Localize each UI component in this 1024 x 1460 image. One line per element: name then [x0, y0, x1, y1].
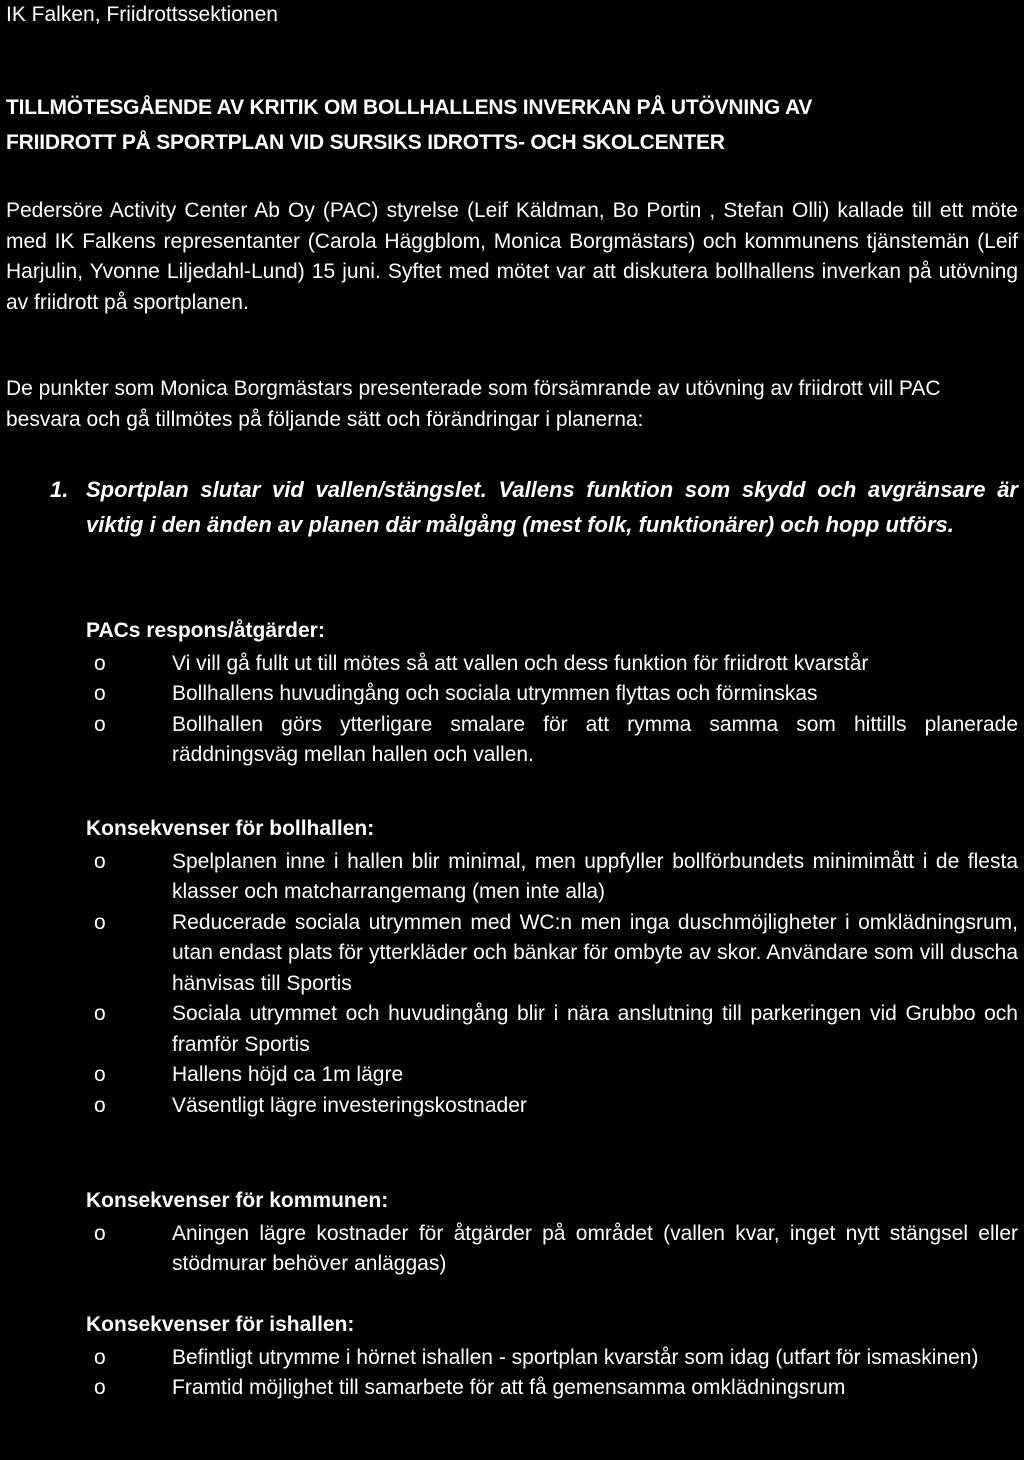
bullet-list [86, 1219, 1018, 1280]
list-item-text: Aningen lägre kostnader för åtgärder på området (vallen kvar, inget nytt stängsel eller stödmurar behöver anläggas) [172, 1221, 1018, 1275]
list-item [86, 649, 1018, 680]
list-item [86, 1091, 1018, 1122]
list-item [86, 999, 1018, 1060]
intro-paragraph-1: Pedersöre Activity Center Ab Oy (PAC) styrelse (Leif Käldman, Bo Portin , Stefan Olli) kallade till ett möte med IK Falkens representanter (Carola Häggblom, Monica Borgmästars) och kommunens tjänstemän (Leif Harjulin, Yvonne Liljedahl-Lund) 15 juni. Syftet med mötet var att diskutera bollhallens inverkan på utövning av friidrott på sportplanen. [6, 199, 1018, 314]
list-item-text: Sociala utrymmet och huvudingång blir i nära anslutning till parkeringen vid Grubbo och framför Sportis [172, 1002, 1018, 1056]
intro-paragraph-2: De punkter som Monica Borgmästars presenterade som försämrande av utövning av friidrott vill PAC besvara och gå tillmötes på följande sätt och förändringar i planerna: [6, 377, 941, 431]
bullet-marker: o [94, 651, 106, 675]
section-consequences-ballhall [86, 814, 1018, 1121]
bullet-list [86, 847, 1018, 1122]
bullet-marker: o [94, 910, 106, 934]
list-item-text: Väsentligt lägre investeringskostnader [172, 1093, 527, 1117]
bullet-marker: o [94, 1345, 106, 1369]
bullet-list [86, 649, 1018, 771]
list-item [86, 1060, 1018, 1091]
list-item [86, 1343, 1018, 1374]
section-heading: PACs respons/åtgärder: [86, 619, 325, 642]
bullet-marker: o [94, 1063, 106, 1086]
point-text: Sportplan slutar vid vallen/stängslet. Vallens funktion som skydd och avgränsare är viktig i den änden av planen där målgång (mest folk, funktionärer) och hopp utförs. [86, 477, 1018, 537]
numbered-point-1 [50, 472, 1018, 542]
list-item-text: Hallens höjd ca 1m lägre [172, 1063, 404, 1086]
list-item-text: Befintligt utrymme i hörnet ishallen - sportplan kvarstår som idag (utfart för ismaskinen) [172, 1345, 979, 1369]
list-item-text: Bollhallen görs ytterligare smalare för att rymma samma som hittills planerade räddningsväg mellan hallen och vallen. [172, 712, 1018, 766]
bullet-marker: o [94, 1002, 106, 1025]
bullet-list [86, 1343, 1018, 1404]
title-line-2: FRIIDROTT PÅ SPORTPLAN VID SURSIKS IDROTTS- OCH SKOLCENTER [6, 131, 725, 154]
list-item-text: Vi vill gå fullt ut till mötes så att vallen och dess funktion för friidrott kvarstår [172, 651, 869, 675]
list-item [86, 679, 1018, 710]
section-pac-response [86, 616, 1018, 771]
document-header: IK Falken, Friidrottssektionen [6, 3, 278, 26]
list-item [86, 908, 1018, 1000]
list-item [86, 710, 1018, 771]
list-item [86, 1219, 1018, 1280]
section-consequences-municipality [86, 1186, 1018, 1280]
document-title [6, 90, 1018, 160]
section-consequences-icehall [86, 1310, 1018, 1404]
list-item-text: Framtid möjlighet till samarbete för att få gemensamma omklädningsrum [172, 1376, 846, 1399]
bullet-marker: o [94, 849, 106, 873]
bullet-marker: o [94, 712, 106, 736]
title-line-1: TILLMÖTESGÅENDE AV KRITIK OM BOLLHALLENS INVERKAN PÅ UTÖVNING AV [6, 96, 813, 119]
list-item-text: Reducerade sociala utrymmen med WC:n men inga duschmöjligheter i omklädningsrum, utan endast plats för ytterkläder och bänkar för ombyte av skor. Användare som vill duscha hänvisas till Sportis [172, 910, 1018, 995]
bullet-marker: o [94, 1093, 106, 1117]
list-item-text: Spelplanen inne i hallen blir minimal, men uppfyller bollförbundets minimimått i de flesta klasser och matcharrangemang (men inte alla) [172, 849, 1018, 903]
list-item-text: Bollhallens huvudingång och sociala utrymmen flyttas och förminskas [172, 682, 818, 705]
bullet-marker: o [94, 1221, 106, 1245]
bullet-marker: o [94, 682, 106, 705]
point-number: 1. [50, 477, 69, 502]
list-item [86, 1373, 1018, 1404]
bullet-marker: o [94, 1376, 106, 1399]
section-heading: Konsekvenser för bollhallen: [86, 817, 375, 840]
list-item [86, 847, 1018, 908]
section-heading: Konsekvenser för ishallen: [86, 1313, 355, 1336]
section-heading: Konsekvenser för kommunen: [86, 1189, 389, 1212]
